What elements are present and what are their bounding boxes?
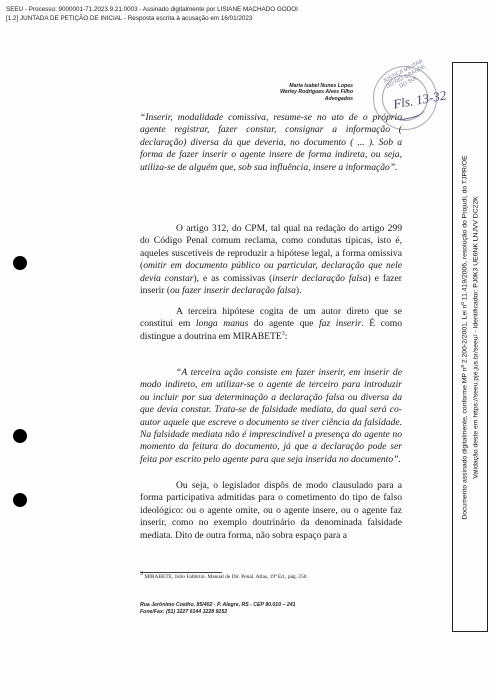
footnote: $^3$ MIRABETE, Julio Fabbrini. Manual de Dir. Penal. Atlas, 19ª Ed., pág. 250. bbox=[140, 571, 308, 580]
body-paragraph: O artigo 312, do CPM, tal qual na redação do artigo 299 do Código Penal comum reclama, como condutas típicas, isto é, aqueles suscetíveis de reproduzir a hipótese legal, a forma omissiva (omitir em documento público ou particular, declaração que nele devia constar), e as comissivas (inserir declaração falsa) e fazer inserir (ou fazer inserir declaração falsa). bbox=[140, 223, 402, 297]
body-paragraph: Ou seja, o legislador dispôs de modo clausulado para a forma participativa admitidas para o cometimento do tipo de falso ideológico: ou o agente omite, ou o agente insere, ou o agente faz inserir, como no exemplo doutrinário da denominada falsidade mediata. Dito de outra forma, não sobra espaço para a bbox=[140, 480, 402, 541]
punch-hole bbox=[13, 493, 27, 507]
lawyers-role: Advogados bbox=[324, 95, 353, 102]
filing-header: [1.2] JUNTADA DE PETIÇÃO DE INICIAL - Resposta escrita à acusação em 16/01/2023 bbox=[6, 15, 253, 22]
footnote-divider bbox=[140, 572, 222, 573]
punch-hole bbox=[13, 429, 27, 443]
signature-text: Documento assinado digitalmente, conforme MP nº 2.200-2/2001, Lei nº 11.419/2006, resolução do Projudi, do TJPR/OE Validação deste em https://seeu.pje.jus.br/seeu/ - Identificador: PJ0K3 UE6NK LNJVV DC22K bbox=[461, 155, 479, 520]
punch-hole bbox=[13, 256, 27, 270]
footer-phone: Fone/Fax: (51) 3227 6144 3228 9252 bbox=[140, 609, 228, 615]
stamp-ring-text: JUSTIÇA MILITAR DO RIO GRANDE DO SUL bbox=[382, 58, 427, 90]
quote-paragraph: “A terceira ação consiste em fazer inserir, em inserir de modo indireto, em utilizar-se o agente de terceiro para introduzir ou incluir por sua determinação a declaração falsa ou diversa da que devia constar. Trata-se de falsidade mediata, da qual será co-autor aquele que escreve o documento se tiver ciência da falsidade. Na falsidade mediata não é imprescindível a presença do agente no momento da feitura do documento, já que a declaração pode ser feita por escrito pelo agente para que seja inserida no documento”. bbox=[140, 367, 402, 465]
lawyer-name: Werley Rodrigues Alves Filho bbox=[280, 89, 353, 96]
process-header: SEEU - Processo: 9000001-71.2023.9.21.0003 - Assinado digitalmente por LISIANE MACHADO GODOI bbox=[6, 6, 298, 13]
footnote-ref: 3 bbox=[281, 330, 285, 337]
address-footer bbox=[140, 602, 296, 616]
lawyers-block bbox=[280, 83, 353, 102]
footer-address: Rua Jerônimo Coelho, 85/402 - P. Alegre, RS - CEP 90.010 – 241 bbox=[140, 602, 296, 608]
signature-sidebar bbox=[452, 62, 488, 632]
quote-paragraph: “Inserir, modalidade comissiva, resume-se no ato de o próprio agente registrar, fazer constar, consignar a informação ( declaração) diversa da que deveria, no documento ( ... ). Sob a forma de fazer inserir o agente insere de forma indireta, ou seja, utiliza-se de alguém que, sob sua influência, insere a informação”. bbox=[140, 112, 402, 173]
lawyer-name: Maria Isabel Nunes Lopes bbox=[289, 83, 353, 89]
page-number-stamp: Fls. 13-32 bbox=[392, 87, 448, 112]
body-paragraph: A terceira hipótese cogita de um autor direto que se constitui em longa manus do agente que faz inserir. É como distingue a doutrina em MIRABETE$^3$: bbox=[140, 306, 402, 342]
